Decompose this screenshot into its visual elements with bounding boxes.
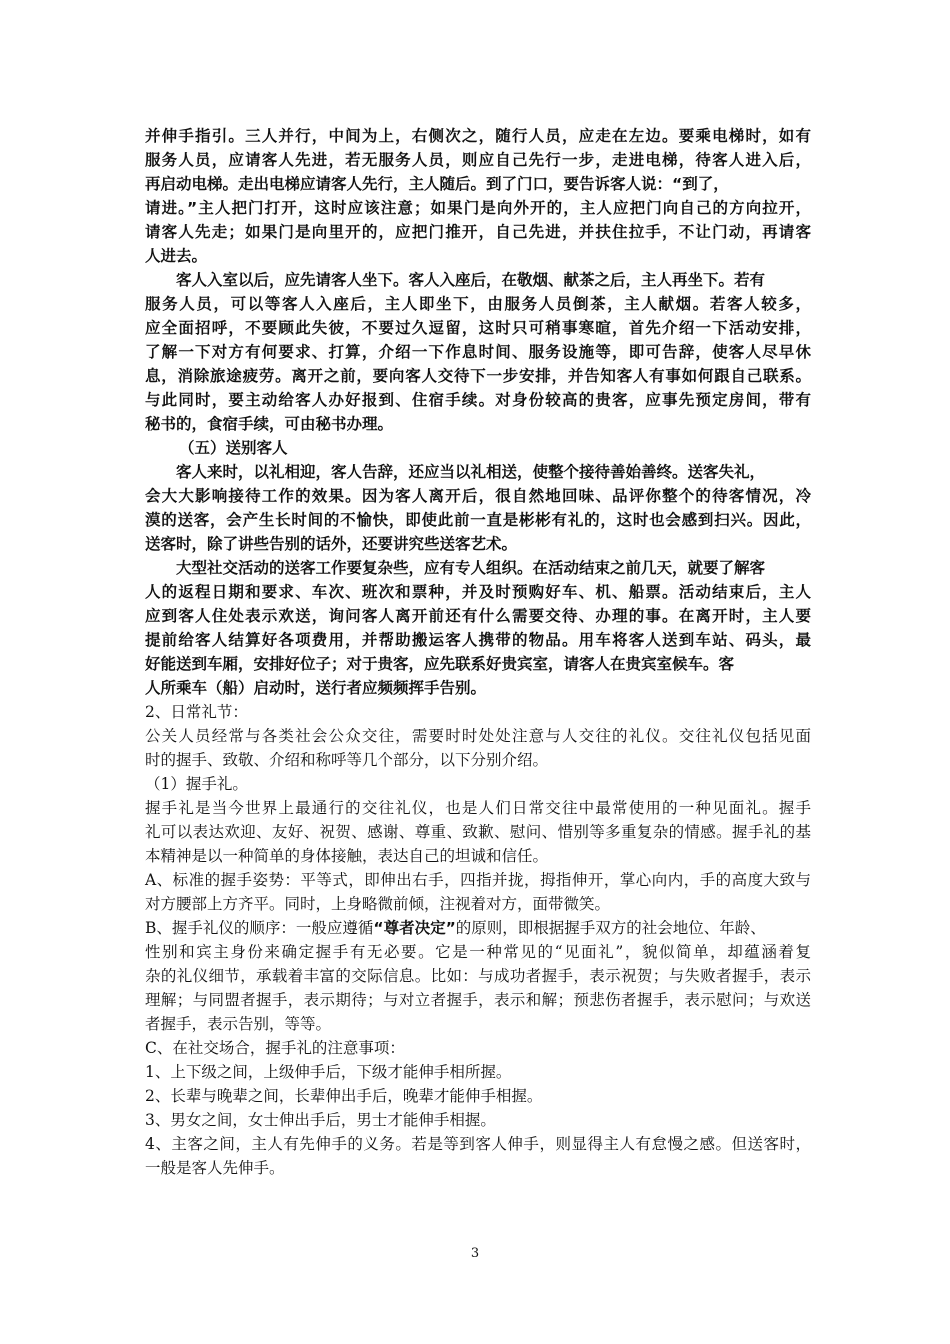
text-line: 服务人员，应请客人先进，若无服务人员，则应自己先行一步，走进电梯，待客人进入后， — [145, 151, 811, 169]
text-line: 息，消除旅途疲劳。离开之前，要向客人交待下一步安排，并告知客人有事如何跟自己联系。 — [145, 367, 811, 385]
text-line: 应到客人住处表示欢送，询问客人离开前还有什么需要交待、办理的事。在离开时，主人要 — [145, 607, 811, 625]
text-line: 好能送到车厢，安排好位子；对于贵客，应先联系好贵宾室，请客人在贵宾室候车。客 — [145, 655, 735, 673]
subsection-heading: （1）握手礼。 — [145, 775, 248, 793]
text-line: 者握手，表示告别，等等。 — [145, 1015, 332, 1033]
text-line: 漠的送客，会产生长时间的不愉快，即使此前一直是彬彬有礼的，这时也会感到扫兴。因此， — [145, 511, 811, 529]
text-line: 一般是客人先伸手。 — [145, 1159, 285, 1177]
paragraph-start: 客人来时，以礼相迎，客人告辞，还应当以礼相送，使整个接待善始善终。送客失礼， — [176, 463, 766, 481]
text-line: A、标准的握手姿势：平等式，即伸出右手，四指并拢，拇指伸开，掌心向内，手的高度大致与 — [145, 871, 811, 889]
paragraph-start: 客人入室以后，应先请客人坐下。客人入座后，在敬烟、献茶之后，主人再坐下。若有 — [176, 271, 766, 289]
text-line: 会大大影响接待工作的效果。因为客人离开后，很自然地回味、品评你整个的待客情况，冷 — [145, 487, 811, 505]
text-line: 人所乘车（船）启动时，送行者应频频挥手告别。 — [145, 679, 487, 697]
text-line: 人的返程日期和要求、车次、班次和票种，并及时预购好车、机、船票。活动结束后，主人 — [145, 583, 811, 601]
text-line: 人进去。 — [145, 247, 208, 265]
text-segment: B、握手礼仪的顺序：一般应遵循 — [145, 919, 374, 937]
text-line: 秘书的，食宿手续，可由秘书办理。 — [145, 415, 394, 433]
text-line: 请进。”主人把门打开，这时应该注意；如果门是向外开的，主人应把门向自己的方向拉开， — [145, 199, 811, 217]
list-item: 4、主客之间，主人有先伸手的义务。若是等到客人伸手，则显得主人有怠慢之感。但送客时， — [145, 1135, 811, 1153]
list-item: 2、长辈与晚辈之间，长辈伸出手后，晚辈才能伸手相握。 — [145, 1087, 543, 1105]
page-number: 3 — [470, 1246, 480, 1261]
list-item: 1、上下级之间，上级伸手后，下级才能伸手相所握。 — [145, 1063, 512, 1081]
text-line: 与此同时，要主动给客人办好报到、住宿手续。对身份较高的贵客，应事先预定房间，带有 — [145, 391, 811, 409]
text-line: 送客时，除了讲些告别的话外，还要讲究些送客艺术。 — [145, 535, 518, 553]
text-segment: 的原则，即根据握手双方的社会地位、年龄、 — [455, 919, 766, 937]
text-line: 请客人先走；如果门是向里开的，应把门推开，自己先进，并扶住拉手，不让门动，再请客 — [145, 223, 811, 241]
text-line: 再启动电梯。走出电梯应请客人先行，主人随后。到了门口，要告诉客人说：“到了， — [145, 175, 729, 193]
document-body — [145, 124, 811, 1180]
text-line: 性别和宾主身份来确定握手有无必要。它是一种常见的“见面礼”，貌似简单，却蕴涵着复 — [145, 943, 811, 961]
text-line: 礼可以表达欢迎、友好、祝贺、感谢、尊重、致歉、慰问、惜别等多重复杂的情感。握手礼的基 — [145, 823, 811, 841]
text-line: 服务人员，可以等客人入座后，主人即坐下，由服务人员倒茶，主人献烟。若客人较多， — [145, 295, 811, 313]
text-line: 并伸手指引。三人并行，中间为上，右侧次之，随行人员，应走在左边。要乘电梯时，如有 — [145, 127, 811, 145]
text-line: 了解一下对方有何要求、打算，介绍一下作息时间、服务设施等，即可告辞，使客人尽早休 — [145, 343, 811, 361]
section-heading: （五）送别客人 — [179, 439, 288, 457]
text-line: 握手礼是当今世界上最通行的交往礼仪，也是人们日常交往中最常使用的一种见面礼。握手 — [145, 799, 811, 817]
text-line: 对方腰部上方齐平。同时，上身略微前倾，注视着对方，面带微笑。 — [145, 895, 611, 913]
text-line: 公关人员经常与各类社会公众交往，需要时时处处注意与人交往的礼仪。交往礼仪包括见面 — [145, 727, 811, 745]
text-line: 提前给客人结算好各项费用，并帮助搬运客人携带的物品。用车将客人送到车站、码头，最 — [145, 631, 811, 649]
text-line: C、在社交场合，握手礼的注意事项： — [145, 1039, 405, 1057]
text-line — [145, 916, 811, 940]
text-line: 理解；与同盟者握手，表示期待；与对立者握手，表示和解；预悲伤者握手，表示慰问；与欢送 — [145, 991, 811, 1009]
text-line: 杂的礼仪细节，承载着丰富的交际信息。比如：与成功者握手，表示祝贺；与失败者握手，表示 — [145, 967, 811, 985]
paragraph-start: 大型社交活动的送客工作要复杂些，应有专人组织。在活动结束之前几天，就要了解客 — [176, 559, 766, 577]
text-line: 应全面招呼，不要顾此失彼，不要过久逗留，这时只可稍事寒暄，首先介绍一下活动安排， — [145, 319, 811, 337]
emphasis-text: “尊者决定” — [373, 919, 456, 937]
list-item: 3、男女之间，女士伸出手后，男士才能伸手相握。 — [145, 1111, 496, 1129]
subsection-heading: 2、日常礼节： — [145, 703, 248, 721]
text-line: 本精神是以一种简单的身体接触，表达自己的坦诚和信任。 — [145, 847, 549, 865]
text-line: 时的握手、致敬、介绍和称呼等几个部分，以下分别介绍。 — [145, 751, 549, 769]
